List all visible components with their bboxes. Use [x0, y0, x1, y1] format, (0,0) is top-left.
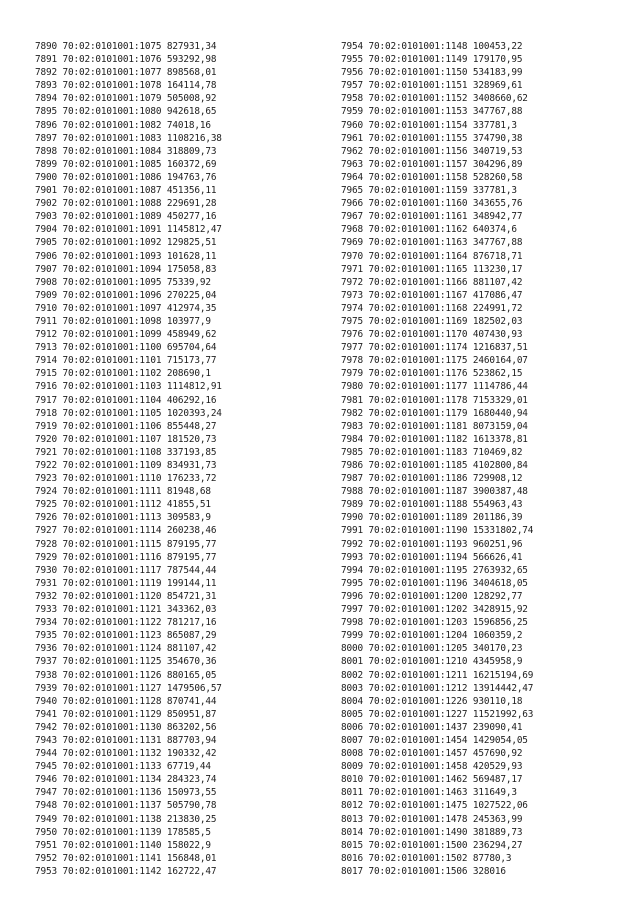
- record-row: 7978 70:02:0101001:1175 2460164,07: [341, 355, 528, 367]
- record-row: 7937 70:02:0101001:1125 354670,36: [35, 656, 217, 668]
- record-row: 7915 70:02:0101001:1102 208690,1: [35, 368, 211, 380]
- record-row: 7976 70:02:0101001:1170 407430,93: [341, 329, 523, 341]
- record-row: 7945 70:02:0101001:1133 67719,44: [35, 761, 211, 773]
- record-row: 8006 70:02:0101001:1437 239090,41: [341, 721, 523, 733]
- record-row: 7975 70:02:0101001:1169 182502,03: [341, 315, 523, 327]
- record-row: 7905 70:02:0101001:1092 129825,51: [35, 237, 217, 249]
- record-row: 7896 70:02:0101001:1082 74018,16: [35, 119, 211, 131]
- record-row: 7890 70:02:0101001:1075 827931,34: [35, 41, 217, 52]
- record-row: 7936 70:02:0101001:1124 881107,42: [35, 643, 217, 655]
- record-row: 7903 70:02:0101001:1089 450277,16: [35, 211, 217, 223]
- record-row: 7983 70:02:0101001:1181 8073159,04: [341, 420, 528, 432]
- record-row: 7985 70:02:0101001:1183 710469,82: [341, 446, 523, 458]
- record-row: 7950 70:02:0101001:1139 178585,5: [35, 826, 211, 838]
- record-row: 7966 70:02:0101001:1160 343655,76: [341, 198, 523, 210]
- record-row: 7954 70:02:0101001:1148 100453,22: [341, 41, 523, 52]
- record-row: 7949 70:02:0101001:1138 213830,25: [35, 813, 217, 825]
- record-row: 7931 70:02:0101001:1119 199144,11: [35, 577, 217, 589]
- record-row: 7956 70:02:0101001:1150 534183,99: [341, 67, 523, 79]
- record-row: 8010 70:02:0101001:1462 569487,17: [341, 774, 523, 786]
- record-row: 7928 70:02:0101001:1115 879195,77: [35, 538, 217, 550]
- record-row: 7933 70:02:0101001:1121 343362,03: [35, 604, 217, 616]
- record-row: 7918 70:02:0101001:1105 1020393,24: [35, 407, 222, 419]
- record-row: 7946 70:02:0101001:1134 284323,74: [35, 774, 217, 786]
- record-row: 7997 70:02:0101001:1202 3428915,92: [341, 604, 528, 616]
- record-row: 7914 70:02:0101001:1101 715173,77: [35, 355, 217, 367]
- record-row: 7917 70:02:0101001:1104 406292,16: [35, 394, 217, 406]
- record-row: 7898 70:02:0101001:1084 318809,73: [35, 145, 217, 157]
- record-row: 7940 70:02:0101001:1128 870741,44: [35, 695, 217, 707]
- record-row: 8017 70:02:0101001:1506 328016: [341, 865, 506, 877]
- record-row: 7969 70:02:0101001:1163 347767,88: [341, 237, 523, 249]
- record-row: 7935 70:02:0101001:1123 865087,29: [35, 630, 217, 642]
- record-row: 7897 70:02:0101001:1083 1108216,38: [35, 132, 222, 144]
- record-row: 7913 70:02:0101001:1100 695704,64: [35, 342, 217, 354]
- record-row: 7912 70:02:0101001:1099 458949,62: [35, 329, 217, 341]
- record-row: 7908 70:02:0101001:1095 75339,92: [35, 276, 211, 288]
- record-row: 7941 70:02:0101001:1129 850951,87: [35, 708, 217, 720]
- record-row: 7939 70:02:0101001:1127 1479506,57: [35, 682, 222, 694]
- record-row: 7973 70:02:0101001:1167 417086,47: [341, 289, 523, 301]
- record-row: 7951 70:02:0101001:1140 158022,9: [35, 839, 211, 851]
- record-row: 8016 70:02:0101001:1502 87780,3: [341, 852, 512, 864]
- record-row: 7977 70:02:0101001:1174 1216837,51: [341, 342, 528, 354]
- record-row: 7948 70:02:0101001:1137 505790,78: [35, 800, 217, 812]
- record-row: 8008 70:02:0101001:1457 457690,92: [341, 748, 523, 760]
- record-row: 7967 70:02:0101001:1161 348942,77: [341, 211, 523, 223]
- record-row: 7900 70:02:0101001:1086 194763,76: [35, 171, 217, 183]
- record-row: 8002 70:02:0101001:1211 16215194,69: [341, 669, 534, 681]
- record-row: 7996 70:02:0101001:1200 128292,77: [341, 590, 523, 602]
- record-row: 8012 70:02:0101001:1475 1027522,06: [341, 800, 528, 812]
- record-row: 8007 70:02:0101001:1454 1429054,05: [341, 734, 528, 746]
- record-row: 7987 70:02:0101001:1186 729908,12: [341, 473, 523, 485]
- record-row: 7922 70:02:0101001:1109 834931,73: [35, 460, 217, 471]
- record-row: 7891 70:02:0101001:1076 593292,98: [35, 54, 217, 66]
- record-row: 7907 70:02:0101001:1094 175058,83: [35, 263, 217, 275]
- record-row: 7960 70:02:0101001:1154 337781,3: [341, 119, 517, 131]
- record-row: 8001 70:02:0101001:1210 4345958,9: [341, 656, 523, 668]
- record-row: 7924 70:02:0101001:1111 81948,68: [35, 486, 211, 498]
- record-row: 7965 70:02:0101001:1159 337781,3: [341, 185, 517, 197]
- record-row: 7992 70:02:0101001:1193 960251,96: [341, 538, 523, 550]
- record-row: 7953 70:02:0101001:1142 162722,47: [35, 865, 217, 877]
- record-row: 7957 70:02:0101001:1151 328969,61: [341, 80, 523, 92]
- record-row: 7993 70:02:0101001:1194 566626,41: [341, 551, 523, 563]
- record-row: 7909 70:02:0101001:1096 270225,04: [35, 289, 217, 301]
- record-row: 7894 70:02:0101001:1079 505008,92: [35, 93, 217, 105]
- record-row: 8005 70:02:0101001:1227 11521992,63: [341, 708, 534, 720]
- record-row: 8000 70:02:0101001:1205 340170,23: [341, 643, 523, 655]
- record-row: 7943 70:02:0101001:1131 887703,94: [35, 734, 217, 746]
- record-row: 7938 70:02:0101001:1126 880165,05: [35, 669, 217, 681]
- record-row: 7974 70:02:0101001:1168 224991,72: [341, 302, 523, 314]
- record-row: 7961 70:02:0101001:1155 374790,38: [341, 132, 523, 144]
- record-row: 7910 70:02:0101001:1097 412974,35: [35, 302, 217, 314]
- record-row: 7963 70:02:0101001:1157 304296,89: [341, 158, 523, 170]
- record-row: 7988 70:02:0101001:1187 3900387,48: [341, 486, 528, 498]
- record-row: 7958 70:02:0101001:1152 3408660,62: [341, 93, 528, 105]
- record-row: 7999 70:02:0101001:1204 1060359,2: [341, 630, 523, 642]
- record-row: 8013 70:02:0101001:1478 245363,99: [341, 813, 523, 825]
- record-row: 7979 70:02:0101001:1176 523862,15: [341, 368, 523, 380]
- record-row: 7998 70:02:0101001:1203 1596856,25: [341, 617, 528, 629]
- record-row: 7927 70:02:0101001:1114 260238,46: [35, 525, 217, 537]
- record-row: 7989 70:02:0101001:1188 554963,43: [341, 499, 523, 511]
- record-row: 7904 70:02:0101001:1091 1145812,47: [35, 224, 222, 236]
- record-row: 7990 70:02:0101001:1189 201186,39: [341, 512, 523, 524]
- record-row: 7947 70:02:0101001:1136 150973,55: [35, 787, 217, 799]
- record-row: 8003 70:02:0101001:1212 13914442,47: [341, 682, 534, 694]
- record-row: 7959 70:02:0101001:1153 347767,88: [341, 106, 523, 118]
- record-row: 7952 70:02:0101001:1141 156848,01: [35, 852, 217, 864]
- record-row: 7899 70:02:0101001:1085 160372,69: [35, 158, 217, 170]
- record-row: 8015 70:02:0101001:1500 236294,27: [341, 839, 523, 851]
- record-row: 7925 70:02:0101001:1112 41855,51: [35, 499, 211, 511]
- record-row: 7980 70:02:0101001:1177 1114786,44: [341, 381, 528, 393]
- record-row: 7995 70:02:0101001:1196 3404618,05: [341, 577, 528, 589]
- record-row: 8011 70:02:0101001:1463 311649,3: [341, 787, 517, 799]
- record-row: 7968 70:02:0101001:1162 640374,6: [341, 224, 517, 236]
- record-row: 8004 70:02:0101001:1226 930110,18: [341, 695, 523, 707]
- record-row: 7893 70:02:0101001:1078 164114,78: [35, 80, 217, 92]
- record-row: 7892 70:02:0101001:1077 898568,01: [35, 67, 217, 79]
- record-row: 7926 70:02:0101001:1113 309583,9: [35, 512, 211, 524]
- record-row: 7962 70:02:0101001:1156 340719,53: [341, 145, 523, 157]
- record-row: 7984 70:02:0101001:1182 1613378,81: [341, 433, 528, 445]
- record-row: 7986 70:02:0101001:1185 4102800,84: [341, 460, 528, 471]
- record-row: 7895 70:02:0101001:1080 942618,65: [35, 106, 217, 118]
- record-row: 7991 70:02:0101001:1190 15331802,74: [341, 525, 534, 537]
- record-row: 7982 70:02:0101001:1179 1680440,94: [341, 407, 528, 419]
- record-row: 7929 70:02:0101001:1116 879195,77: [35, 551, 217, 563]
- record-row: 7930 70:02:0101001:1117 787544,44: [35, 564, 217, 576]
- record-row: 7919 70:02:0101001:1106 855448,27: [35, 420, 217, 432]
- record-row: 7906 70:02:0101001:1093 101628,11: [35, 250, 217, 262]
- record-row: 7920 70:02:0101001:1107 181520,73: [35, 433, 217, 445]
- record-row: 7944 70:02:0101001:1132 190332,42: [35, 748, 217, 760]
- record-row: 7942 70:02:0101001:1130 863202,56: [35, 721, 217, 733]
- record-row: 7964 70:02:0101001:1158 528260,58: [341, 171, 523, 183]
- record-row: 7971 70:02:0101001:1165 113230,17: [341, 263, 523, 275]
- record-row: 7911 70:02:0101001:1098 103977,9: [35, 315, 211, 327]
- record-row: 7955 70:02:0101001:1149 179170,95: [341, 54, 523, 66]
- left-column: [35, 40, 222, 878]
- record-row: 8014 70:02:0101001:1490 381889,73: [341, 826, 523, 838]
- record-row: 7902 70:02:0101001:1088 229691,28: [35, 198, 217, 210]
- record-row: 7994 70:02:0101001:1195 2763932,65: [341, 564, 528, 576]
- record-row: 7934 70:02:0101001:1122 781217,16: [35, 617, 217, 629]
- record-row: 7972 70:02:0101001:1166 881107,42: [341, 276, 523, 288]
- record-row: 8009 70:02:0101001:1458 420529,93: [341, 761, 523, 773]
- record-row: 7923 70:02:0101001:1110 176233,72: [35, 473, 217, 485]
- record-row: 7921 70:02:0101001:1108 337193,85: [35, 446, 217, 458]
- record-row: 7901 70:02:0101001:1087 451356,11: [35, 185, 217, 197]
- record-row: 7916 70:02:0101001:1103 1114812,91: [35, 381, 222, 393]
- record-row: 7981 70:02:0101001:1178 7153329,01: [341, 394, 528, 406]
- record-row: 7932 70:02:0101001:1120 854721,31: [35, 590, 217, 602]
- right-column: [341, 40, 533, 878]
- record-row: 7970 70:02:0101001:1164 876718,71: [341, 250, 523, 262]
